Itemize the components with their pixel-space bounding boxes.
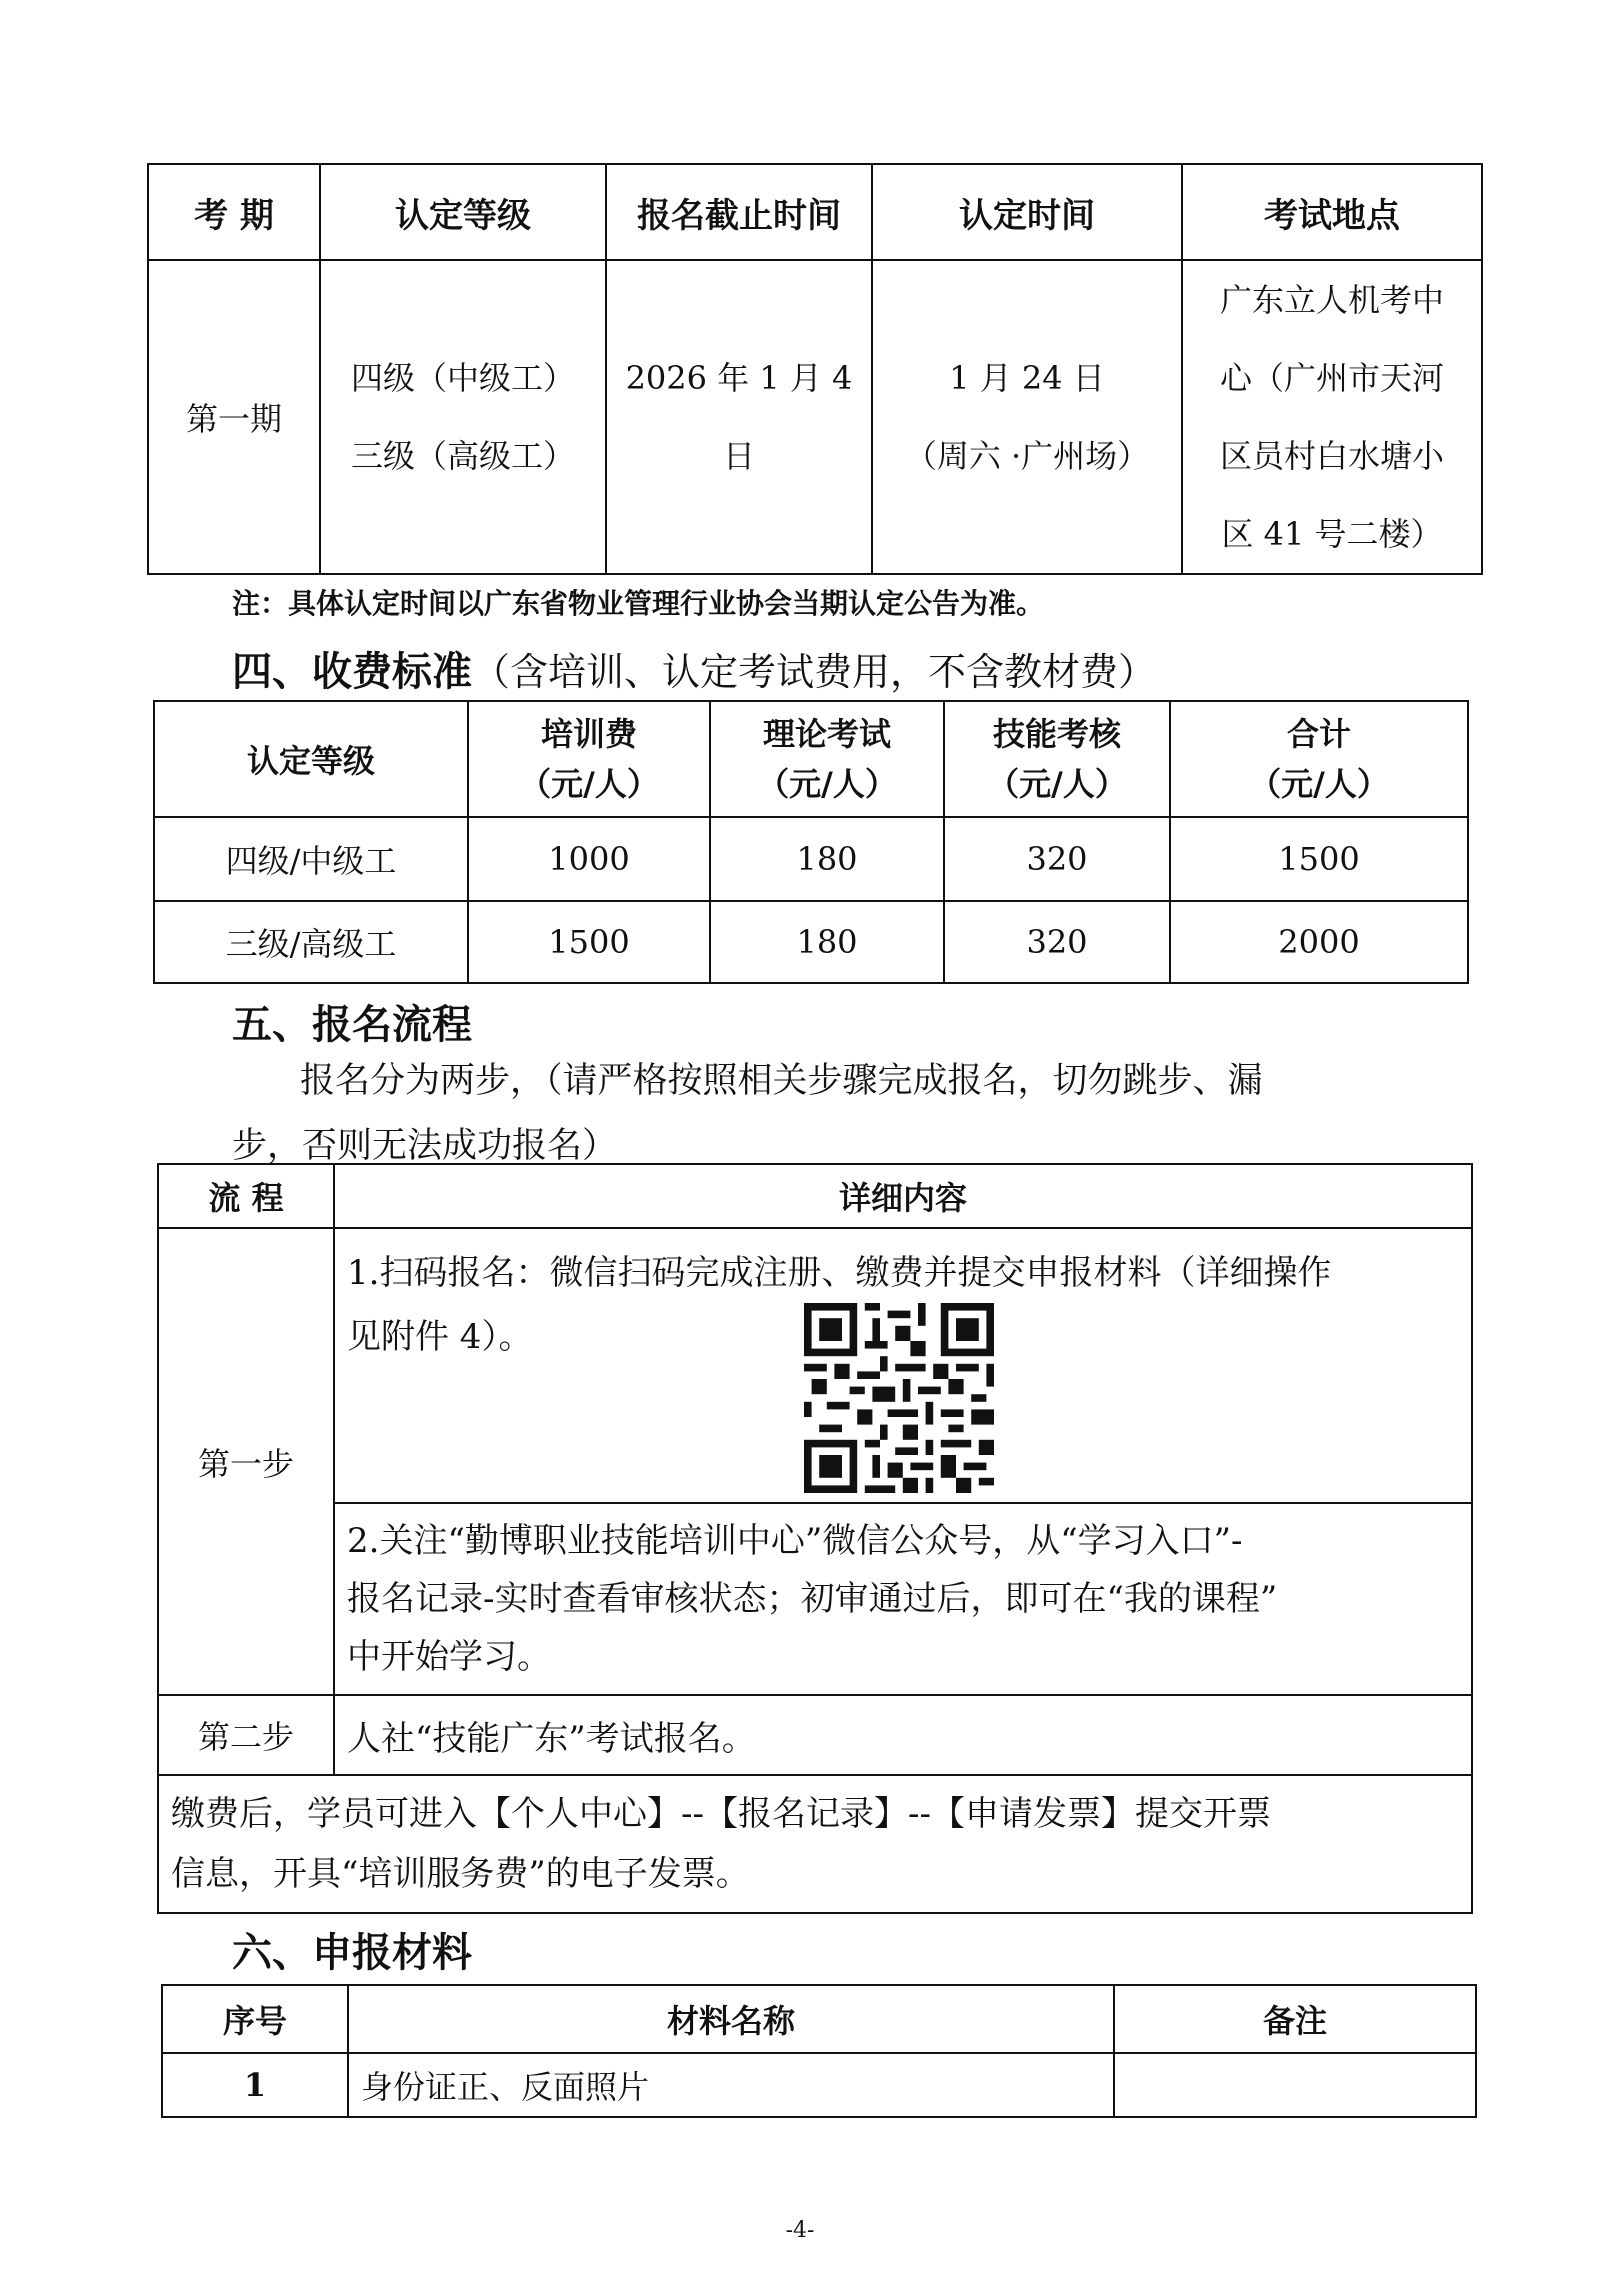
process-step2-label: 第二步 bbox=[158, 1695, 334, 1775]
fees-heading-suffix: （含培训、认定考试费用，不含教材费） bbox=[472, 650, 1157, 694]
materials-header-index: 序号 bbox=[162, 1985, 348, 2053]
process-step1-item2: 2.关注“勤博职业技能培训中心”微信公众号，从“学习入口”- 报名记录-实时查看审核状态；初审通过后，即可在“我的课程” 中开始学习。 bbox=[334, 1503, 1472, 1695]
fees-table bbox=[153, 700, 1469, 984]
schedule-level-4: 四级（中级工） bbox=[350, 359, 575, 397]
schedule-period: 第一期 bbox=[148, 260, 320, 574]
schedule-note: 注：具体认定时间以广东省物业管理行业协会当期认定公告为准。 bbox=[232, 587, 1045, 620]
fees-header-level: 认定等级 bbox=[154, 701, 468, 817]
materials-header-name: 材料名称 bbox=[348, 1985, 1114, 2053]
process-step1-item1: 1.扫码报名：微信扫码完成注册、缴费并提交申报材料（详细操作 见附件 4）。 bbox=[334, 1228, 1472, 1503]
table-row: 1 身份证正、反面照片 bbox=[162, 2053, 1476, 2117]
process-heading: 五、报名流程 bbox=[232, 1002, 472, 1048]
fees-heading: 四、收费标准 bbox=[232, 649, 472, 695]
process-table bbox=[157, 1163, 1473, 1914]
schedule-levels bbox=[320, 260, 606, 574]
schedule-deadline: 2026 年 1 月 4 日 bbox=[606, 260, 872, 574]
schedule-exam-time: 1 月 24 日 （周六 ·广州场） bbox=[872, 260, 1182, 574]
materials-header-note: 备注 bbox=[1114, 1985, 1476, 2053]
schedule-header-location: 考试地点 bbox=[1182, 164, 1482, 260]
schedule-header-period: 考 期 bbox=[148, 164, 320, 260]
fees-heading-row bbox=[232, 640, 1156, 697]
page-number: -4- bbox=[785, 2218, 815, 2243]
schedule-header-deadline: 报名截止时间 bbox=[606, 164, 872, 260]
process-header-step: 流 程 bbox=[158, 1164, 334, 1228]
fees-header-theory: 理论考试 （元/人） bbox=[710, 701, 944, 817]
table-row: 四级/中级工 1000 180 320 1500 bbox=[154, 817, 1468, 901]
table-row: 三级/高级工 1500 180 320 2000 bbox=[154, 901, 1468, 983]
process-intro-line1: 报名分为两步，（请严格按照相关步骤完成报名，切勿跳步、漏 bbox=[300, 1061, 1263, 1101]
fees-header-total: 合计 （元/人） bbox=[1170, 701, 1468, 817]
process-header-detail: 详细内容 bbox=[334, 1164, 1472, 1228]
materials-heading: 六、申报材料 bbox=[232, 1930, 472, 1976]
schedule-header-time: 认定时间 bbox=[872, 164, 1182, 260]
schedule-location: 广东立人机考中 心（广州市天河 区员村白水塘小 区 41 号二楼） bbox=[1182, 260, 1482, 574]
fees-header-skill: 技能考核 （元/人） bbox=[944, 701, 1170, 817]
process-intro-line2: 步，否则无法成功报名） bbox=[232, 1126, 618, 1166]
schedule-level-3: 三级（高级工） bbox=[350, 437, 575, 475]
schedule-header-level: 认定等级 bbox=[320, 164, 606, 260]
process-step2-text: 人社“技能广东”考试报名。 bbox=[334, 1695, 1472, 1775]
fees-header-training: 培训费 （元/人） bbox=[468, 701, 710, 817]
materials-table bbox=[161, 1984, 1477, 2118]
schedule-table bbox=[147, 163, 1483, 575]
process-step1-label: 第一步 bbox=[158, 1228, 334, 1695]
qr-code[interactable] bbox=[804, 1303, 994, 1493]
process-footer: 缴费后，学员可进入【个人中心】--【报名记录】--【申请发票】提交开票 信息，开具“培训服务费”的电子发票。 bbox=[158, 1775, 1472, 1913]
